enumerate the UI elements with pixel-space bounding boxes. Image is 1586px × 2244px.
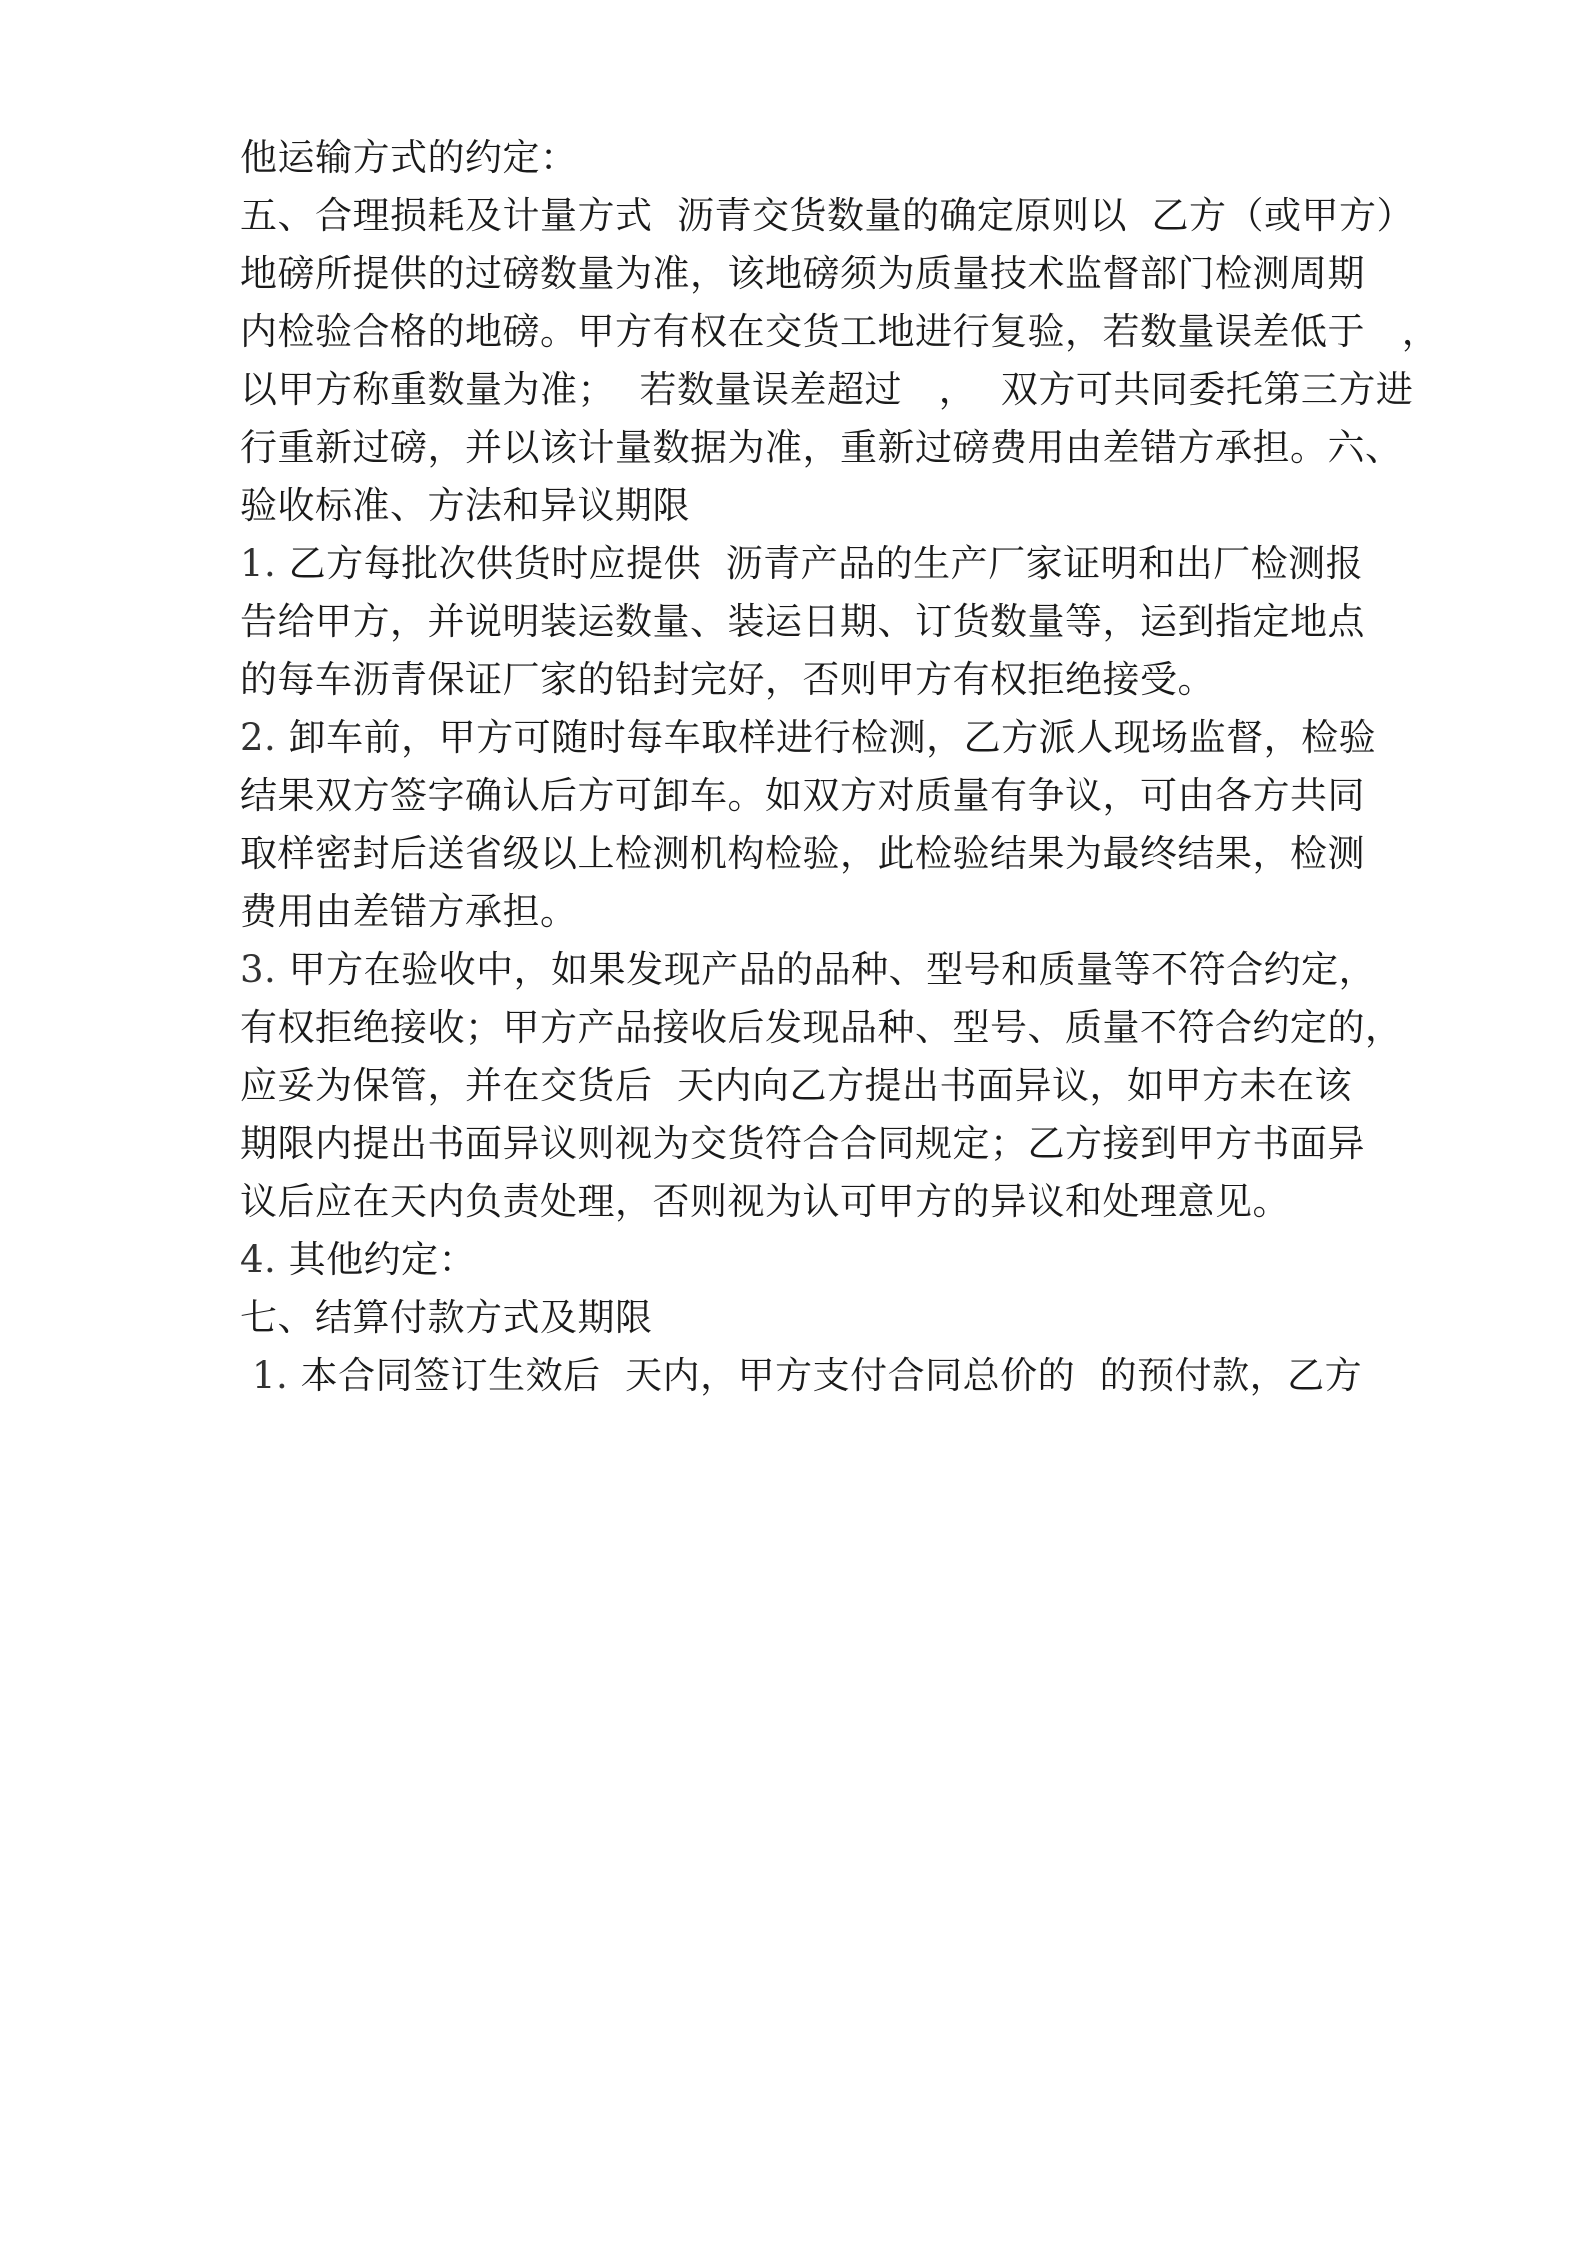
line-text: 取样密封后送省级以上检测机构检验，此检验结果为最终结果，检测 <box>240 832 1365 875</box>
text-line <box>240 134 578 182</box>
text-line <box>240 1120 1365 1168</box>
line-text: 期限内提出书面异议则视为交货符合合同规定；乙方接到甲方书面异 <box>240 1122 1365 1165</box>
text-line <box>240 250 1365 298</box>
line-text: 费用由差错方承担。 <box>240 890 578 933</box>
line-text: 以甲方称重数量为准； 若数量误差超过 ， 双方可共同委托第三方进 <box>240 368 1414 411</box>
text-line <box>240 1178 1290 1226</box>
line-text: 结果双方签字确认后方可卸车。如双方对质量有争议，可由各方共同 <box>240 774 1365 817</box>
line-text: 其他约定： <box>288 1238 477 1281</box>
line-text: 地磅所提供的过磅数量为准，该地磅须为质量技术监督部门检测周期 <box>240 252 1365 295</box>
line-text: 行重新过磅，并以该计量数据为准，重新过磅费用由差错方承担。六、 <box>240 426 1403 469</box>
text-line <box>240 598 1365 646</box>
section-seven-heading <box>240 1294 653 1342</box>
item-number: 2. <box>240 716 277 759</box>
text-line <box>240 424 1403 472</box>
line-text: 的每车沥青保证厂家的铅封完好，否则甲方有权拒绝接受。 <box>240 658 1215 701</box>
text-line <box>240 308 1439 356</box>
line-text: 五、合理损耗及计量方式 沥青交货数量的确定原则以 乙方（或甲方） <box>240 194 1415 237</box>
list-item-4 <box>240 1236 476 1284</box>
item-number: 1. <box>240 542 277 585</box>
section-five-heading <box>240 192 1414 240</box>
line-text: 告给甲方，并说明装运数量、装运日期、订货数量等，运到指定地点 <box>240 600 1365 643</box>
text-line <box>240 366 1413 414</box>
section-six-heading <box>240 482 690 530</box>
line-text: 应妥为保管，并在交货后 天内向乙方提出书面异议，如甲方未在该 <box>240 1064 1353 1107</box>
text-line <box>240 830 1365 878</box>
line-text: 有权拒绝接收；甲方产品接收后发现品种、型号、质量不符合约定的， <box>240 1006 1403 1049</box>
text-line <box>240 772 1365 820</box>
line-text: 卸车前，甲方可随时每车取样进行检测，乙方派人现场监督，检验 <box>288 716 1377 759</box>
line-text: 甲方在验收中，如果发现产品的品种、型号和质量等不符合约定， <box>288 948 1377 991</box>
list-item-7-1 <box>252 1352 1362 1400</box>
line-text: 乙方每批次供货时应提供 沥青产品的生产厂家证明和出厂检测报 <box>288 542 1364 585</box>
text-line <box>240 888 578 936</box>
text-line <box>240 1004 1403 1052</box>
line-text: 议后应在天内负责处理，否则视为认可甲方的异议和处理意见。 <box>240 1180 1290 1223</box>
text-line <box>240 656 1215 704</box>
text-line <box>240 1062 1352 1110</box>
line-text: 七、结算付款方式及期限 <box>240 1296 653 1339</box>
list-item-1 <box>240 540 1363 588</box>
line-text: 验收标准、方法和异议期限 <box>240 484 690 527</box>
item-number: 3. <box>240 948 277 991</box>
line-text: 内检验合格的地磅。甲方有权在交货工地进行复验，若数量误差低于 ， <box>240 310 1440 353</box>
item-number: 4. <box>240 1238 277 1281</box>
line-text: 本合同签订生效后 天内，甲方支付合同总价的 的预付款，乙方 <box>300 1354 1363 1397</box>
list-item-2 <box>240 714 1376 762</box>
list-item-3 <box>240 946 1376 994</box>
line-text: 他运输方式的约定： <box>240 136 578 179</box>
item-number: 1. <box>252 1354 289 1397</box>
